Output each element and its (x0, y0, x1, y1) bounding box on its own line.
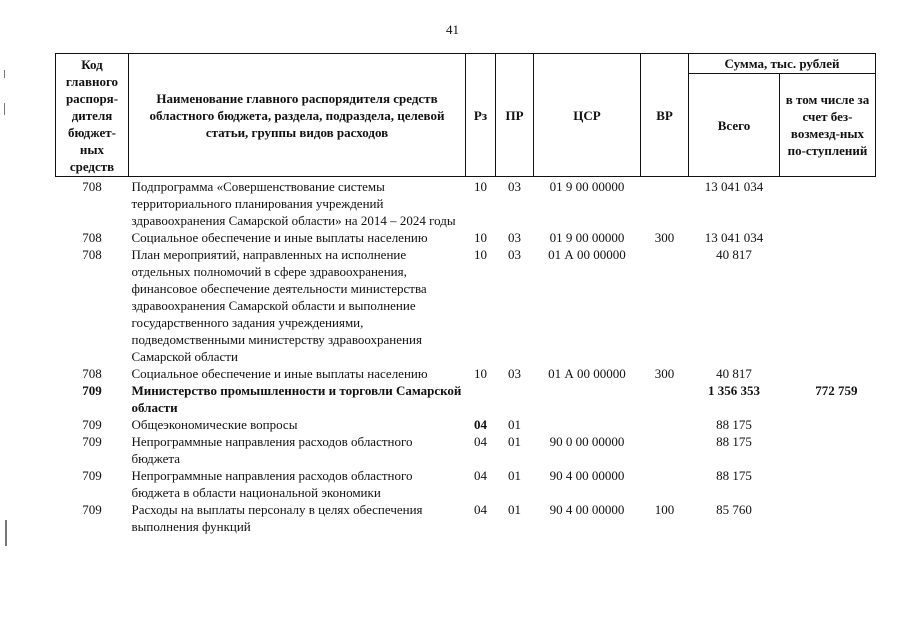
row-name: Общеэкономические вопросы (131, 417, 298, 432)
row-rz: 04 (474, 468, 487, 483)
row-total: 85 760 (716, 502, 752, 517)
row-total: 13 041 034 (704, 179, 764, 194)
row-csr: 90 4 00 00000 (549, 468, 625, 483)
row-pr: 03 (508, 247, 521, 262)
table-row (56, 467, 876, 501)
row-name: План мероприятий, направленных на исполнение отдельных полномочий в сфере здравоохранения, финансовое обеспечение деятельности министерства здравоохранения Самарской области и выполнение государственного задания учреждениями, подведомственными министерству здравоохранения Самарской области (131, 247, 427, 364)
row-vr: 300 (654, 366, 675, 381)
header-total: Всего (689, 74, 780, 177)
header-code: Код главного распоря-дителя бюджет-ных средств (56, 54, 129, 177)
row-code: 709 (82, 417, 102, 432)
table-row (56, 246, 876, 365)
row-pr: 01 (508, 417, 521, 432)
row-rz: 04 (474, 417, 487, 432)
row-pr: 03 (508, 366, 521, 381)
row-total: 13 041 034 (704, 230, 764, 245)
row-free (780, 246, 876, 365)
row-total: 88 175 (716, 417, 752, 432)
row-total: 1 356 353 (708, 383, 760, 398)
row-csr: 01 А 00 00000 (548, 247, 626, 262)
row-code: 709 (82, 468, 102, 483)
header-free: в том числе за счет без-возмезд-ных по-ступлений (780, 74, 876, 177)
table-row (56, 382, 876, 416)
row-name: Подпрограмма «Совершенствование системы территориального планирования учреждений здравоохранения Самарской области» на 2014 – 2024 годы (131, 179, 456, 228)
header-sum: Сумма, тыс. рублей (689, 54, 876, 74)
row-rz: 10 (474, 230, 487, 245)
row-pr: 03 (508, 230, 521, 245)
table-row (56, 433, 876, 467)
row-total: 40 817 (716, 247, 752, 262)
scan-mark (5, 520, 7, 546)
table-row (56, 416, 876, 433)
row-pr: 01 (508, 502, 521, 517)
row-code: 709 (82, 502, 102, 517)
row-csr: 01 А 00 00000 (548, 366, 626, 381)
header-rz: Рз (466, 54, 496, 177)
row-pr (496, 382, 534, 416)
row-code: 708 (82, 247, 102, 262)
header-pr: ПР (496, 54, 534, 177)
row-pr: 01 (508, 468, 521, 483)
table-row (56, 365, 876, 382)
row-name: Непрограммные направления расходов областного бюджета в области национальной экономики (131, 468, 413, 500)
table-body (56, 177, 876, 536)
header-name: Наименование главного распорядителя средств областного бюджета, раздела, подраздела, целевой статьи, группы видов расходов (129, 54, 466, 177)
row-csr (534, 416, 641, 433)
scan-mark (4, 70, 5, 78)
row-rz: 10 (474, 247, 487, 262)
row-csr: 90 0 00 00000 (549, 434, 625, 449)
table-row (56, 501, 876, 535)
row-code: 709 (82, 434, 102, 449)
row-rz (466, 382, 496, 416)
row-vr (641, 177, 689, 230)
table-row (56, 229, 876, 246)
scan-mark (4, 103, 5, 115)
row-free (780, 365, 876, 382)
row-name: Расходы на выплаты персоналу в целях обеспечения выполнения функций (131, 502, 423, 534)
row-code: 708 (82, 179, 102, 194)
row-vr (641, 246, 689, 365)
row-free (780, 433, 876, 467)
row-rz: 04 (474, 502, 487, 517)
row-free (780, 177, 876, 230)
row-csr: 01 9 00 00000 (549, 230, 625, 245)
row-pr: 03 (508, 179, 521, 194)
row-code: 708 (82, 230, 102, 245)
row-pr: 01 (508, 434, 521, 449)
budget-table (55, 53, 876, 535)
row-free (780, 229, 876, 246)
row-vr: 300 (654, 230, 675, 245)
row-vr (641, 382, 689, 416)
row-name: Министерство промышленности и торговли Самарской области (131, 383, 462, 415)
row-csr: 90 4 00 00000 (549, 502, 625, 517)
row-rz: 10 (474, 366, 487, 381)
row-name: Социальное обеспечение и иные выплаты населению (131, 230, 428, 245)
row-total: 40 817 (716, 366, 752, 381)
row-free (780, 467, 876, 501)
row-rz: 04 (474, 434, 487, 449)
row-free: 772 759 (815, 383, 858, 398)
row-total: 88 175 (716, 434, 752, 449)
page-number: 41 (446, 22, 459, 37)
row-csr: 01 9 00 00000 (549, 179, 625, 194)
header-vr: ВР (641, 54, 689, 177)
row-code: 709 (82, 383, 102, 398)
row-vr (641, 467, 689, 501)
row-vr: 100 (654, 502, 675, 517)
row-free (780, 501, 876, 535)
row-csr (534, 382, 641, 416)
row-name: Социальное обеспечение и иные выплаты населению (131, 366, 428, 381)
row-code: 708 (82, 366, 102, 381)
row-total: 88 175 (716, 468, 752, 483)
table-row (56, 177, 876, 230)
row-vr (641, 416, 689, 433)
header-csr: ЦСР (534, 54, 641, 177)
row-rz: 10 (474, 179, 487, 194)
row-name: Непрограммные направления расходов областного бюджета (131, 434, 413, 466)
row-vr (641, 433, 689, 467)
row-free (780, 416, 876, 433)
